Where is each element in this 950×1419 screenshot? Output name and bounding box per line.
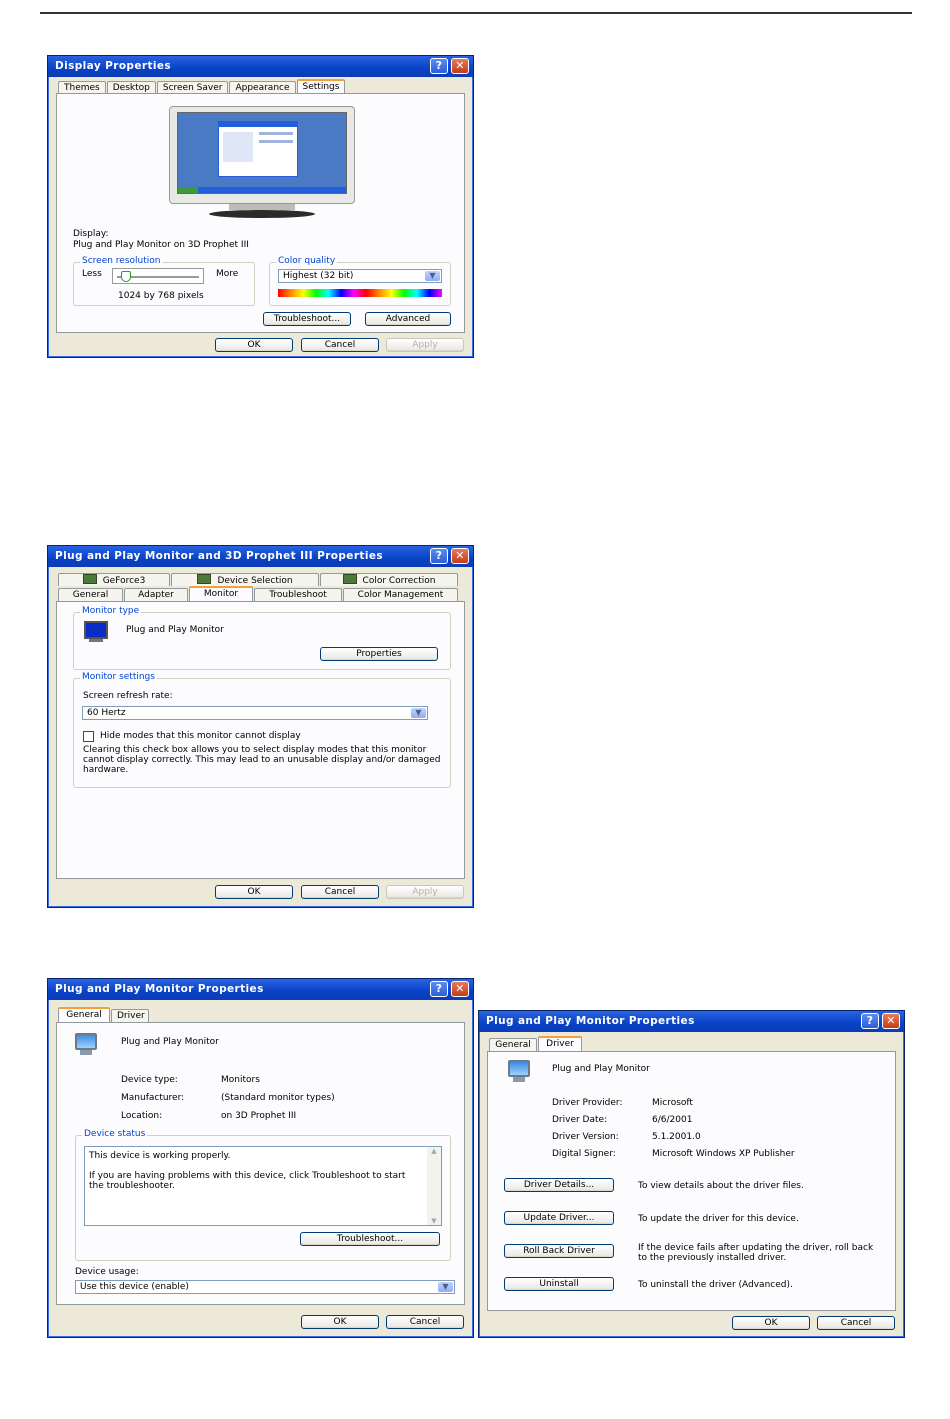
tab-color-correction[interactable]	[320, 573, 458, 586]
chevron-down-icon[interactable]: ▼	[411, 708, 426, 718]
device-status-label: Device status	[84, 1129, 146, 1139]
graphics-card-icon	[197, 574, 211, 584]
tab-general[interactable]: General	[58, 588, 123, 601]
tab-general[interactable]: General	[489, 1038, 537, 1051]
uninstall-desc: To uninstall the driver (Advanced).	[638, 1280, 793, 1290]
window-title: Display Properties	[55, 60, 172, 72]
tab-general[interactable]: General	[58, 1007, 110, 1022]
title-bar[interactable]	[479, 1011, 904, 1032]
monitor-pane	[56, 601, 465, 879]
manufacturer-label: Manufacturer:	[121, 1093, 185, 1103]
screen-resolution-group	[73, 256, 255, 306]
color-quality-group	[269, 256, 451, 306]
ok-button[interactable]: OK	[301, 1315, 379, 1329]
tab-driver[interactable]: Driver	[111, 1009, 149, 1022]
driver-provider-label: Driver Provider:	[552, 1098, 623, 1108]
troubleshoot-button[interactable]: Troubleshoot...	[300, 1232, 440, 1246]
update-driver-button[interactable]: Update Driver...	[504, 1211, 614, 1225]
driver-version-value: 5.1.2001.0	[652, 1132, 701, 1142]
cancel-button[interactable]: Cancel	[301, 885, 379, 899]
monitor-type-group	[73, 606, 451, 670]
monitor-preview	[169, 106, 355, 218]
resolution-value: 1024 by 768 pixels	[118, 291, 204, 301]
monitor-type-label: Monitor type	[82, 606, 140, 616]
less-label: Less	[82, 269, 102, 279]
monitor-icon	[75, 1033, 99, 1059]
hide-modes-checkbox[interactable]	[83, 731, 94, 742]
tab-label: GeForce3	[102, 576, 146, 586]
location-value: on 3D Prophet III	[221, 1111, 297, 1121]
monitor-general-properties-window	[47, 978, 474, 1338]
location-label: Location:	[121, 1111, 163, 1121]
resolution-slider[interactable]	[112, 268, 204, 284]
driver-pane	[487, 1051, 896, 1311]
device-type-label: Device type:	[121, 1075, 178, 1085]
troubleshoot-button[interactable]: Troubleshoot...	[263, 312, 351, 326]
help-button[interactable]: ?	[430, 58, 448, 74]
more-label: More	[216, 269, 239, 279]
tab-appearance[interactable]: Appearance	[229, 81, 295, 94]
properties-button[interactable]: Properties	[320, 647, 438, 661]
tab-themes[interactable]: Themes	[58, 81, 106, 94]
roll-back-driver-button[interactable]: Roll Back Driver	[504, 1244, 614, 1258]
tab-device-selection[interactable]	[171, 573, 319, 586]
monitor-settings-label: Monitor settings	[82, 672, 155, 682]
apply-button[interactable]: Apply	[386, 885, 464, 899]
tab-troubleshoot[interactable]: Troubleshoot	[254, 588, 342, 601]
close-button[interactable]: ✕	[882, 1013, 900, 1029]
advanced-button[interactable]: Advanced	[365, 312, 451, 326]
update-driver-desc: To update the driver for this device.	[638, 1214, 799, 1224]
roll-back-driver-desc: If the device fails after updating the driver, roll back to the previously installed driver.	[638, 1243, 874, 1263]
slider-thumb[interactable]	[121, 271, 131, 282]
status-line2: If you are having problems with this device, click Troubleshoot to start the troubleshooter.	[89, 1171, 406, 1191]
tab-label: Device Selection	[217, 576, 293, 586]
device-usage-select[interactable]	[75, 1280, 455, 1294]
monitor-settings-group	[73, 672, 451, 788]
driver-date-value: 6/6/2001	[652, 1115, 693, 1125]
monitor-prophet-properties-window	[47, 545, 474, 908]
device-usage-label: Device usage:	[75, 1267, 139, 1277]
device-name: Plug and Play Monitor	[121, 1037, 219, 1047]
settings-pane	[56, 93, 465, 333]
device-status-group	[75, 1129, 451, 1261]
cancel-button[interactable]: Cancel	[386, 1315, 464, 1329]
title-bar[interactable]	[48, 56, 473, 77]
chevron-down-icon[interactable]: ▼	[438, 1282, 453, 1292]
graphics-card-icon	[343, 574, 357, 584]
general-pane	[56, 1022, 465, 1305]
chevron-down-icon[interactable]: ▼	[425, 271, 440, 281]
title-bar[interactable]	[48, 546, 473, 567]
tab-driver[interactable]: Driver	[538, 1036, 582, 1051]
close-button[interactable]: ✕	[451, 981, 469, 997]
page-rule	[40, 12, 912, 14]
refresh-rate-value: 60 Hertz	[87, 708, 126, 718]
monitor-icon	[508, 1060, 532, 1086]
driver-details-desc: To view details about the driver files.	[638, 1181, 804, 1191]
tab-geforce3[interactable]	[58, 573, 170, 586]
monitor-driver-properties-window	[478, 1010, 905, 1338]
driver-details-button[interactable]: Driver Details...	[504, 1178, 614, 1192]
status-line1: This device is working properly.	[89, 1151, 231, 1161]
tab-label: Color Correction	[362, 576, 436, 586]
ok-button[interactable]: OK	[732, 1316, 810, 1330]
color-quality-label: Color quality	[278, 256, 336, 266]
scrollbar[interactable]: ▲ ▼	[427, 1147, 441, 1225]
help-button[interactable]: ?	[430, 981, 448, 997]
driver-version-label: Driver Version:	[552, 1132, 619, 1142]
help-button[interactable]: ?	[861, 1013, 879, 1029]
driver-date-label: Driver Date:	[552, 1115, 608, 1125]
driver-provider-value: Microsoft	[652, 1098, 693, 1108]
tab-settings[interactable]: Settings	[297, 79, 346, 94]
monitor-name: Plug and Play Monitor	[126, 625, 224, 635]
display-label: Display:	[73, 229, 109, 239]
refresh-rate-select[interactable]	[82, 706, 428, 720]
ok-button[interactable]: OK	[215, 885, 293, 899]
window-title: Plug and Play Monitor Properties	[55, 983, 264, 995]
cancel-button[interactable]: Cancel	[301, 338, 379, 352]
hide-modes-label[interactable]: Hide modes that this monitor cannot display	[100, 731, 301, 741]
tab-desktop[interactable]: Desktop	[107, 81, 156, 94]
tab-adapter[interactable]: Adapter	[124, 588, 188, 601]
device-usage-value: Use this device (enable)	[80, 1282, 189, 1292]
close-button[interactable]: ✕	[451, 548, 469, 564]
monitor-icon	[84, 621, 108, 643]
color-quality-select[interactable]	[278, 269, 442, 283]
close-button[interactable]: ✕	[451, 58, 469, 74]
digital-signer-label: Digital Signer:	[552, 1149, 616, 1159]
tab-screen-saver[interactable]: Screen Saver	[157, 81, 229, 94]
display-properties-window	[47, 55, 474, 358]
cancel-button[interactable]: Cancel	[817, 1316, 895, 1330]
digital-signer-value: Microsoft Windows XP Publisher	[652, 1149, 795, 1159]
refresh-rate-label: Screen refresh rate:	[83, 691, 173, 701]
tab-monitor[interactable]: Monitor	[189, 586, 253, 601]
title-bar[interactable]	[48, 979, 473, 1000]
uninstall-button[interactable]: Uninstall	[504, 1277, 614, 1291]
color-spectrum-bar	[278, 289, 442, 297]
display-value: Plug and Play Monitor on 3D Prophet III	[73, 240, 249, 250]
apply-button[interactable]: Apply	[386, 338, 464, 352]
window-title: Plug and Play Monitor and 3D Prophet III Properties	[55, 550, 383, 562]
screen-resolution-label: Screen resolution	[82, 256, 161, 266]
device-status-textbox[interactable]	[84, 1146, 442, 1226]
hide-modes-description: Clearing this check box allows you to select display modes that this monitor cannot display correctly. This may lead to an unusable display and/or damaged hardware.	[83, 745, 441, 775]
device-name: Plug and Play Monitor	[552, 1064, 650, 1074]
manufacturer-value: (Standard monitor types)	[221, 1093, 335, 1103]
graphics-card-icon	[83, 574, 97, 584]
color-quality-value: Highest (32 bit)	[283, 271, 354, 281]
ok-button[interactable]: OK	[215, 338, 293, 352]
tab-color-management[interactable]: Color Management	[343, 588, 458, 601]
help-button[interactable]: ?	[430, 548, 448, 564]
window-title: Plug and Play Monitor Properties	[486, 1015, 695, 1027]
device-type-value: Monitors	[221, 1075, 260, 1085]
